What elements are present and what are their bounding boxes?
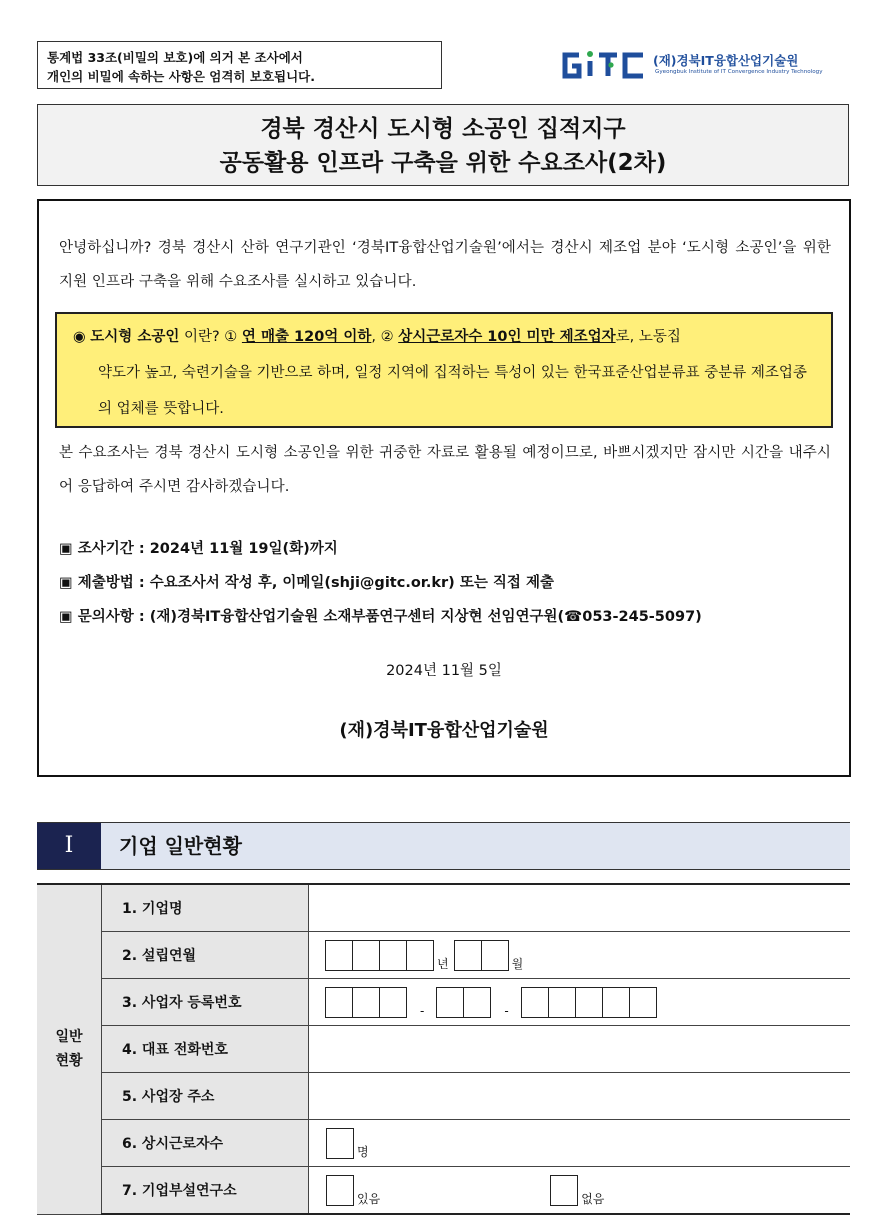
business-number-part-3[interactable] <box>522 987 657 1018</box>
table-row <box>37 1073 850 1120</box>
gitc-logo-mark <box>559 49 647 81</box>
month-boxes[interactable] <box>455 940 509 971</box>
label-business-number: 3. 사업자 등록번호 <box>102 979 309 1026</box>
intro-paragraph-1: 안녕하십니까? 경북 경산시 산하 연구기관인 ‘경북IT융합산업기술원’에서는 경산시 제조업 분야 ‘도시형 소공인’을 위한 지원 인프라 구축을 위해 수요조사를 실시하고 있습니다. <box>59 240 831 290</box>
founding-date-field <box>309 932 851 979</box>
survey-title <box>37 104 849 186</box>
employees-field <box>309 1120 851 1167</box>
category-line-2: 현황 <box>55 1053 83 1070</box>
info-bullet: ▣ <box>59 575 73 591</box>
info-bullet: ▣ <box>59 609 73 625</box>
definition-box <box>55 312 833 428</box>
notice-line-1: 통계법 33조(비밀의 보호)에 의거 본 조사에서 <box>47 50 303 65</box>
year-unit: 년 <box>437 957 449 971</box>
criterion-employees: 상시근로자수 10인 미만 제조업자 <box>398 329 616 345</box>
label-research-lab: 7. 기업부설연구소 <box>102 1167 309 1215</box>
lab-no-checkbox[interactable] <box>550 1175 578 1206</box>
business-number-field <box>309 979 851 1026</box>
phone-field[interactable] <box>309 1026 851 1073</box>
company-name-field[interactable] <box>309 884 851 932</box>
section-header <box>37 822 850 870</box>
title-line-2: 공동활용 인프라 구축을 위한 수요조사(2차) <box>219 150 667 176</box>
separator: - <box>420 1004 425 1018</box>
title-line-1: 경북 경산시 도시형 소공인 집적지구 <box>260 116 626 142</box>
definition-rest: 약도가 높고, 숙련기술을 기반으로 하며, 일정 지역에 집적하는 특성이 있는 한국표준산업분류표 중분류 제조업종의 업체를 뜻합니다. <box>98 365 807 417</box>
table-row <box>37 1167 850 1215</box>
research-lab-field <box>309 1167 851 1215</box>
label-founding-date: 2. 설립연월 <box>102 932 309 979</box>
section-number: I <box>37 823 101 869</box>
lab-yes-label: 있음 <box>357 1192 381 1206</box>
month-unit: 월 <box>511 957 524 971</box>
logo-subtitle: Gyeongbuk Institute of IT Convergence Industry Technology <box>655 69 823 75</box>
label-employees: 6. 상시근로자수 <box>102 1120 309 1167</box>
definition-connector-2: , ② <box>371 329 399 345</box>
year-boxes[interactable] <box>326 940 434 971</box>
info-period <box>59 537 338 558</box>
label-company-name: 1. 기업명 <box>102 884 309 932</box>
lab-no-label: 없음 <box>581 1192 605 1206</box>
table-row <box>37 1026 850 1073</box>
table-row <box>37 932 850 979</box>
label-address: 5. 사업장 주소 <box>102 1073 309 1120</box>
issuing-organization: (재)경북IT융합산업기술원 <box>339 720 549 741</box>
confidentiality-notice <box>37 41 442 89</box>
info-bullet: ▣ <box>59 541 73 557</box>
criterion-revenue: 연 매출 120억 이하 <box>241 329 372 345</box>
label-phone: 4. 대표 전화번호 <box>102 1026 309 1073</box>
employees-box[interactable] <box>326 1128 354 1159</box>
separator: - <box>504 1004 509 1018</box>
employees-unit: 명 <box>357 1145 369 1159</box>
intro-box <box>37 199 851 777</box>
address-field[interactable] <box>309 1073 851 1120</box>
lab-yes-checkbox[interactable] <box>326 1175 354 1206</box>
gitc-logo <box>559 47 823 87</box>
business-number-part-2[interactable] <box>437 987 491 1018</box>
table-row <box>37 1120 850 1167</box>
info-contact <box>59 605 702 626</box>
section-title: 기업 일반현황 <box>119 834 242 858</box>
info-contact-text: 문의사항 : (재)경북IT융합산업기술원 소재부품연구센터 지상현 선임연구원(☎053-245-5097) <box>77 609 702 625</box>
definition-bullet: ◉ <box>73 329 86 345</box>
info-period-text: 조사기간 : 2024년 11월 19일(화)까지 <box>77 541 338 557</box>
table-row <box>37 884 850 932</box>
definition-rest-line1: 로, 노동집 <box>615 329 681 345</box>
company-info-table <box>37 883 850 1215</box>
category-cell <box>37 884 102 1214</box>
definition-connector-1: 이란? ① <box>179 329 242 345</box>
issue-date: 2024년 11월 5일 <box>386 663 502 679</box>
intro-paragraph-2: 본 수요조사는 경북 경산시 도시형 소공인을 위한 귀중한 자료로 활용될 예정이므로, 바쁘시겠지만 잠시만 시간을 내주시어 응답하여 주시면 감사하겠습니다. <box>59 445 832 495</box>
definition-term: 도시형 소공인 <box>90 329 180 345</box>
info-submission <box>59 571 554 592</box>
business-number-part-1[interactable] <box>326 987 407 1018</box>
info-submission-text: 제출방법 : 수요조사서 작성 후, 이메일(shji@gitc.or.kr) 또는 직접 제출 <box>77 575 554 591</box>
table-row <box>37 979 850 1026</box>
notice-line-2: 개인의 비밀에 속하는 사항은 엄격히 보호됩니다. <box>47 69 316 84</box>
category-line-1: 일반 <box>55 1029 83 1046</box>
logo-name: (재)경북IT융합산업기술원 <box>653 53 799 68</box>
